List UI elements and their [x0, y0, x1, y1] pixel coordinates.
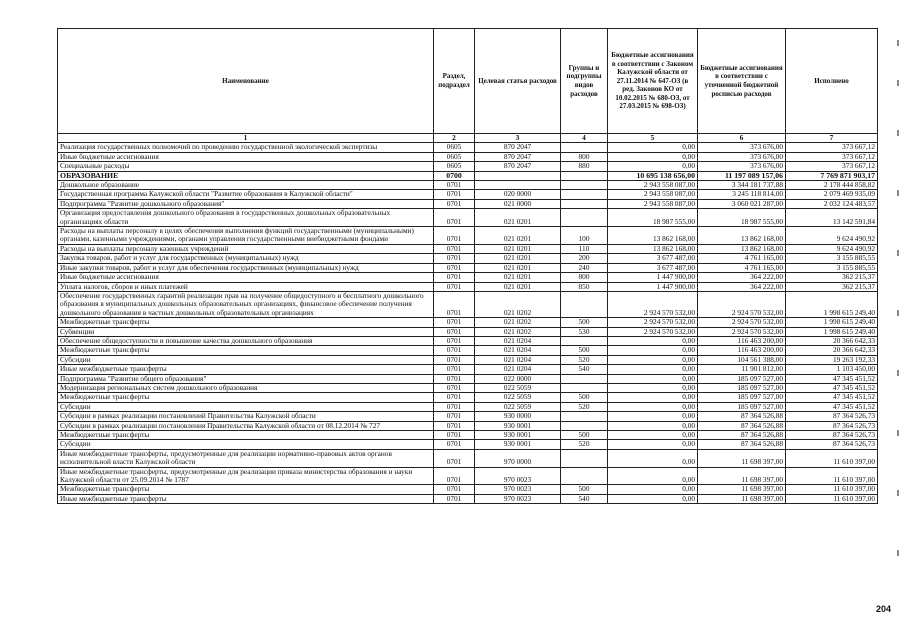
cell-law-amount: 2 924 570 532,00 [608, 318, 698, 327]
cell-refined-amount: 373 676,00 [698, 152, 786, 161]
table-row [58, 291, 878, 317]
table-row [58, 467, 878, 485]
cell-section: 0701 [434, 263, 475, 272]
cell-section: 0701 [434, 355, 475, 364]
cell-executed-amount: 373 667,12 [786, 143, 878, 152]
cell-group: 500 [561, 346, 608, 355]
cell-refined-amount: 116 463 200,00 [698, 336, 786, 345]
cell-article [475, 171, 561, 180]
cell-group [561, 209, 608, 227]
cell-article: 870 2047 [475, 162, 561, 171]
cell-law-amount: 18 987 555,00 [608, 209, 698, 227]
table-row [58, 393, 878, 402]
cell-refined-amount: 3 245 118 814,00 [698, 190, 786, 199]
cell-name: Уплата налогов, сборов и иных платежей [58, 282, 434, 291]
cell-section: 0701 [434, 402, 475, 411]
cell-article: 022 0000 [475, 374, 561, 383]
cell-section: 0701 [434, 440, 475, 449]
cell-law-amount: 0,00 [608, 365, 698, 374]
cell-section: 0701 [434, 209, 475, 227]
cell-law-amount: 2 943 558 087,00 [608, 190, 698, 199]
cell-name: Субсидии в рамках реализации постановлений Правительства Калужской области [58, 412, 434, 421]
cell-article: 021 0201 [475, 244, 561, 253]
cell-law-amount: 0,00 [608, 152, 698, 161]
cell-section: 0701 [434, 365, 475, 374]
cell-section: 0605 [434, 143, 475, 152]
cell-name: Межбюджетные трансферты [58, 431, 434, 440]
cell-group: 540 [561, 365, 608, 374]
cell-name: ОБРАЗОВАНИЕ [58, 171, 434, 180]
cell-article: 970 0023 [475, 467, 561, 485]
table-row [58, 440, 878, 449]
cell-section: 0701 [434, 244, 475, 253]
cell-executed-amount: 373 667,12 [786, 162, 878, 171]
cell-article: 022 5059 [475, 383, 561, 392]
header-refined: Бюджетные ассигнования в соответствии с уточненной бюджетной росписью расходов [698, 29, 786, 134]
cell-group: 100 [561, 227, 608, 245]
cell-section: 0701 [434, 393, 475, 402]
table-row [58, 365, 878, 374]
cell-name: Специальные расходы [58, 162, 434, 171]
cell-group: 500 [561, 485, 608, 494]
cell-name: Иные бюджетные ассигнования [58, 152, 434, 161]
table-row [58, 244, 878, 253]
cell-executed-amount: 47 345 451,52 [786, 383, 878, 392]
cell-refined-amount: 11 698 397,00 [698, 494, 786, 503]
cell-executed-amount: 2 178 444 858,82 [786, 181, 878, 190]
cell-law-amount: 0,00 [608, 355, 698, 364]
table-row [58, 383, 878, 392]
table-row [58, 346, 878, 355]
table-row [58, 318, 878, 327]
cell-refined-amount: 3 060 021 287,00 [698, 199, 786, 208]
table-row [58, 431, 878, 440]
cell-section: 0701 [434, 412, 475, 421]
cell-law-amount: 0,00 [608, 421, 698, 430]
cell-group: 200 [561, 254, 608, 263]
cell-article: 021 0201 [475, 273, 561, 282]
cell-section: 0701 [434, 273, 475, 282]
cell-refined-amount: 11 901 812,00 [698, 365, 786, 374]
cell-article: 021 0202 [475, 318, 561, 327]
cell-section: 0701 [434, 291, 475, 317]
table-row [58, 273, 878, 282]
header-article: Целевая статья расходов [475, 29, 561, 134]
header-law: Бюджетные ассигнования в соответствии с Законом Калужской области от 27.11.2014 № 647-ОЗ (в ред. Законов КО от 10.02.2015 № 680-ОЗ, от 27.03.2015 № 698-ОЗ) [608, 29, 698, 134]
cell-article: 021 0201 [475, 254, 561, 263]
cell-article: 020 0000 [475, 190, 561, 199]
cell-name: Межбюджетные трансферты [58, 485, 434, 494]
table-row [58, 254, 878, 263]
table-row [58, 282, 878, 291]
cell-article: 021 0204 [475, 355, 561, 364]
cell-law-amount: 2 924 570 532,00 [608, 327, 698, 336]
cell-refined-amount: 364 222,00 [698, 273, 786, 282]
header-section: Раздел, подраздел [434, 29, 475, 134]
cell-section: 0701 [434, 374, 475, 383]
header-executed: Исполнено [786, 29, 878, 134]
cell-name: Подпрограмма "Развитие дошкольного образования" [58, 199, 434, 208]
cell-executed-amount: 87 364 526,73 [786, 412, 878, 421]
cell-law-amount: 13 862 168,00 [608, 227, 698, 245]
cell-name: Расходы на выплаты персоналу казенных учреждений [58, 244, 434, 253]
cell-executed-amount: 9 624 490,92 [786, 244, 878, 253]
cell-executed-amount: 87 364 526,73 [786, 440, 878, 449]
cell-name: Субсидии [58, 440, 434, 449]
cell-article: 930 0001 [475, 431, 561, 440]
cell-law-amount: 0,00 [608, 162, 698, 171]
cell-name: Модернизация региональных систем дошкольного образования [58, 383, 434, 392]
cell-law-amount: 13 862 168,00 [608, 244, 698, 253]
cell-article: 021 0201 [475, 263, 561, 272]
cell-group: 800 [561, 273, 608, 282]
cell-section: 0701 [434, 181, 475, 190]
table-row [58, 336, 878, 345]
cell-group: 110 [561, 244, 608, 253]
cell-executed-amount: 47 345 451,52 [786, 374, 878, 383]
cell-group: 520 [561, 355, 608, 364]
cell-article: 021 0204 [475, 336, 561, 345]
cell-executed-amount: 19 263 192,33 [786, 355, 878, 364]
header-group: Группы и подгруппы видов расходов [561, 29, 608, 134]
cell-executed-amount: 373 667,12 [786, 152, 878, 161]
cell-refined-amount: 11 698 397,00 [698, 485, 786, 494]
cell-name: Иные межбюджетные трансферты, предусмотренные для реализации нормативно-правовых актов органов исполнительной власти Калужской области [58, 449, 434, 467]
cell-name: Субсидии [58, 355, 434, 364]
cell-article: 930 0001 [475, 421, 561, 430]
cell-refined-amount: 185 097 527,00 [698, 374, 786, 383]
column-number: 7 [786, 134, 878, 143]
cell-name: Иные бюджетные ассигнования [58, 273, 434, 282]
cell-name: Организация предоставления дошкольного образования в государственных дошкольных образовательных организациях области [58, 209, 434, 227]
cell-section: 0701 [434, 282, 475, 291]
cell-executed-amount: 20 366 642,33 [786, 336, 878, 345]
cell-law-amount: 0,00 [608, 467, 698, 485]
cell-executed-amount: 11 610 397,00 [786, 467, 878, 485]
cell-refined-amount: 87 364 526,88 [698, 412, 786, 421]
cell-article: 021 0201 [475, 282, 561, 291]
cell-law-amount: 1 447 900,00 [608, 273, 698, 282]
cell-section: 0701 [434, 431, 475, 440]
cell-section: 0701 [434, 199, 475, 208]
cell-article: 930 0000 [475, 412, 561, 421]
cell-refined-amount: 4 761 165,00 [698, 263, 786, 272]
cell-executed-amount: 7 769 871 903,17 [786, 171, 878, 180]
cell-group [561, 374, 608, 383]
cell-article: 021 0202 [475, 327, 561, 336]
cell-refined-amount: 4 761 165,00 [698, 254, 786, 263]
cell-group: 500 [561, 393, 608, 402]
cell-executed-amount: 1 998 615 249,40 [786, 327, 878, 336]
cell-law-amount: 0,00 [608, 383, 698, 392]
cell-group: 520 [561, 440, 608, 449]
cell-law-amount: 0,00 [608, 393, 698, 402]
column-number: 4 [561, 134, 608, 143]
cell-law-amount: 2 943 558 087,00 [608, 199, 698, 208]
cell-name: Расходы на выплаты персоналу в целях обеспечения выполнения функций государственными (муниципальными) органами, казенными учреждениями, органами управления государственными внебюджетными фондами [58, 227, 434, 245]
cell-executed-amount: 47 345 451,52 [786, 402, 878, 411]
cell-group: 880 [561, 162, 608, 171]
cell-refined-amount: 13 862 168,00 [698, 244, 786, 253]
cell-executed-amount: 1 998 615 249,40 [786, 318, 878, 327]
cell-executed-amount: 2 079 469 935,09 [786, 190, 878, 199]
cell-name: Дошкольное образование [58, 181, 434, 190]
cell-executed-amount: 362 215,37 [786, 273, 878, 282]
cell-refined-amount: 2 924 570 532,00 [698, 291, 786, 317]
cell-group [561, 190, 608, 199]
cell-executed-amount: 11 610 397,00 [786, 485, 878, 494]
cell-law-amount: 3 677 487,00 [608, 263, 698, 272]
table-row [58, 162, 878, 171]
cell-executed-amount: 13 142 591,84 [786, 209, 878, 227]
cell-law-amount: 0,00 [608, 440, 698, 449]
table-row [58, 402, 878, 411]
cell-law-amount: 10 695 138 656,00 [608, 171, 698, 180]
cell-executed-amount: 9 624 490,92 [786, 227, 878, 245]
cell-article: 021 0202 [475, 291, 561, 317]
header-row [58, 29, 878, 134]
cell-law-amount: 3 677 487,00 [608, 254, 698, 263]
cell-section: 0701 [434, 346, 475, 355]
cell-section: 0700 [434, 171, 475, 180]
cell-law-amount: 2 943 558 087,00 [608, 181, 698, 190]
cell-article: 021 0000 [475, 199, 561, 208]
table-row [58, 152, 878, 161]
cell-name: Субвенции [58, 327, 434, 336]
cell-refined-amount: 373 676,00 [698, 162, 786, 171]
cell-refined-amount: 373 676,00 [698, 143, 786, 152]
cell-article: 970 0023 [475, 485, 561, 494]
cell-refined-amount: 2 924 570 532,00 [698, 327, 786, 336]
cell-executed-amount: 47 345 451,52 [786, 393, 878, 402]
table-row [58, 412, 878, 421]
cell-article: 022 5059 [475, 402, 561, 411]
budget-table [57, 28, 878, 504]
cell-section: 0701 [434, 485, 475, 494]
cell-section: 0701 [434, 227, 475, 245]
cell-law-amount: 0,00 [608, 412, 698, 421]
column-number: 1 [58, 134, 434, 143]
table-row [58, 227, 878, 245]
cell-article: 022 5059 [475, 393, 561, 402]
cell-executed-amount: 20 366 642,33 [786, 346, 878, 355]
cell-group [561, 181, 608, 190]
cell-refined-amount: 11 698 397,00 [698, 467, 786, 485]
cell-section: 0605 [434, 152, 475, 161]
cell-article: 021 0201 [475, 227, 561, 245]
cell-refined-amount: 3 344 181 737,88 [698, 181, 786, 190]
cell-law-amount: 2 924 570 532,00 [608, 291, 698, 317]
cell-executed-amount: 3 155 885,55 [786, 254, 878, 263]
table-row [58, 199, 878, 208]
table-row [58, 485, 878, 494]
header-name: Наименование [58, 29, 434, 134]
cell-group [561, 467, 608, 485]
cell-executed-amount: 362 215,37 [786, 282, 878, 291]
cell-executed-amount: 1 998 615 249,40 [786, 291, 878, 317]
column-number: 6 [698, 134, 786, 143]
cell-law-amount: 0,00 [608, 336, 698, 345]
cell-refined-amount: 11 197 089 157,06 [698, 171, 786, 180]
cell-law-amount: 0,00 [608, 374, 698, 383]
cell-refined-amount: 185 097 527,00 [698, 402, 786, 411]
cell-group [561, 421, 608, 430]
cell-group [561, 449, 608, 467]
cell-law-amount: 0,00 [608, 449, 698, 467]
cell-group: 540 [561, 494, 608, 503]
table-row [58, 449, 878, 467]
cell-name: Иные межбюджетные трансферты, предусмотренные для реализации приказа министерства образования и науки Калужской области от 25.09.2014 № 1787 [58, 467, 434, 485]
cell-article [475, 181, 561, 190]
cell-group [561, 199, 608, 208]
cell-group [561, 291, 608, 317]
cell-refined-amount: 87 364 526,88 [698, 431, 786, 440]
column-number: 5 [608, 134, 698, 143]
cell-name: Иные закупки товаров, работ и услуг для обеспечения государственных (муниципальных) нужд [58, 263, 434, 272]
cell-article: 021 0201 [475, 209, 561, 227]
cell-article: 930 0001 [475, 440, 561, 449]
table-row [58, 181, 878, 190]
cell-article: 021 0204 [475, 346, 561, 355]
table-row [58, 355, 878, 364]
cell-article: 870 2047 [475, 143, 561, 152]
cell-executed-amount: 1 103 450,00 [786, 365, 878, 374]
table-row [58, 209, 878, 227]
cell-section: 0701 [434, 449, 475, 467]
cell-section: 0701 [434, 190, 475, 199]
cell-group: 800 [561, 152, 608, 161]
cell-refined-amount: 104 561 388,00 [698, 355, 786, 364]
cell-name: Межбюджетные трансферты [58, 346, 434, 355]
table-row [58, 421, 878, 430]
cell-executed-amount: 2 032 124 483,57 [786, 199, 878, 208]
cell-section: 0701 [434, 421, 475, 430]
page-number: 204 [876, 604, 892, 614]
report-sheet [57, 28, 877, 504]
cell-name: Иные межбюджетные трансферты [58, 494, 434, 503]
cell-section: 0701 [434, 254, 475, 263]
cell-name: Межбюджетные трансферты [58, 393, 434, 402]
cell-group [561, 412, 608, 421]
cell-refined-amount: 116 463 200,00 [698, 346, 786, 355]
cell-law-amount: 0,00 [608, 485, 698, 494]
table-row [58, 263, 878, 272]
column-number: 2 [434, 134, 475, 143]
cell-group [561, 336, 608, 345]
column-number: 3 [475, 134, 561, 143]
table-row [58, 190, 878, 199]
cell-name: Субсидии в рамках реализации постановления Правительства Калужской области от 08.12.2014 № 727 [58, 421, 434, 430]
cell-executed-amount: 87 364 526,73 [786, 421, 878, 430]
cell-article: 970 0000 [475, 449, 561, 467]
cell-name: Закупка товаров, работ и услуг для государственных (муниципальных) нужд [58, 254, 434, 263]
cell-section: 0701 [434, 383, 475, 392]
cell-name: Обеспечение общедоступности и повышение качества дошкольного образования [58, 336, 434, 345]
cell-refined-amount: 185 097 527,00 [698, 383, 786, 392]
table-row [58, 143, 878, 152]
cell-refined-amount: 87 364 526,88 [698, 440, 786, 449]
cell-executed-amount: 3 155 885,55 [786, 263, 878, 272]
cell-name: Обеспечение государственных гарантий реализации прав на получение общедоступного и бесплатного дошкольного образования в муниципальных дошкольных образовательных организациях, финансовое обеспечение получения дошкольного образования в частных дошкольных образовательных организациях [58, 291, 434, 317]
cell-law-amount: 0,00 [608, 494, 698, 503]
cell-section: 0701 [434, 327, 475, 336]
cell-article: 870 2047 [475, 152, 561, 161]
table-body [58, 143, 878, 504]
column-number-row [58, 134, 878, 143]
cell-section: 0701 [434, 467, 475, 485]
cell-group [561, 383, 608, 392]
cell-executed-amount: 87 364 526,73 [786, 431, 878, 440]
cell-article: 021 0204 [475, 365, 561, 374]
cell-section: 0701 [434, 494, 475, 503]
cell-name: Подпрограмма "Развитие общего образования" [58, 374, 434, 383]
table-row [58, 327, 878, 336]
table-row [58, 374, 878, 383]
cell-name: Межбюджетные трансферты [58, 318, 434, 327]
cell-group: 850 [561, 282, 608, 291]
cell-executed-amount: 11 610 397,00 [786, 494, 878, 503]
cell-refined-amount: 364 222,00 [698, 282, 786, 291]
cell-section: 0605 [434, 162, 475, 171]
cell-name: Иные межбюджетные трансферты [58, 365, 434, 374]
cell-law-amount: 1 447 900,00 [608, 282, 698, 291]
table-row [58, 171, 878, 180]
cell-section: 0701 [434, 336, 475, 345]
cell-group: 520 [561, 402, 608, 411]
cell-refined-amount: 2 924 570 532,00 [698, 318, 786, 327]
cell-name: Реализация государственных полномочий по проведению государственной экологической экспертизы [58, 143, 434, 152]
cell-group: 500 [561, 431, 608, 440]
cell-executed-amount: 11 610 397,00 [786, 449, 878, 467]
table-row [58, 494, 878, 503]
cell-group [561, 143, 608, 152]
cell-law-amount: 0,00 [608, 431, 698, 440]
cell-group: 240 [561, 263, 608, 272]
cell-law-amount: 0,00 [608, 346, 698, 355]
cell-article: 970 0023 [475, 494, 561, 503]
cell-law-amount: 0,00 [608, 402, 698, 411]
cell-law-amount: 0,00 [608, 143, 698, 152]
cell-refined-amount: 11 698 397,00 [698, 449, 786, 467]
cell-refined-amount: 185 097 527,00 [698, 393, 786, 402]
cell-group: 500 [561, 318, 608, 327]
cell-refined-amount: 13 862 168,00 [698, 227, 786, 245]
cell-name: Государственная программа Калужской области "Развитие образования в Калужской области" [58, 190, 434, 199]
page-edge-marks [893, 40, 899, 600]
cell-name: Субсидии [58, 402, 434, 411]
cell-group: 530 [561, 327, 608, 336]
cell-refined-amount: 18 987 555,00 [698, 209, 786, 227]
cell-section: 0701 [434, 318, 475, 327]
cell-group [561, 171, 608, 180]
cell-refined-amount: 87 364 526,88 [698, 421, 786, 430]
